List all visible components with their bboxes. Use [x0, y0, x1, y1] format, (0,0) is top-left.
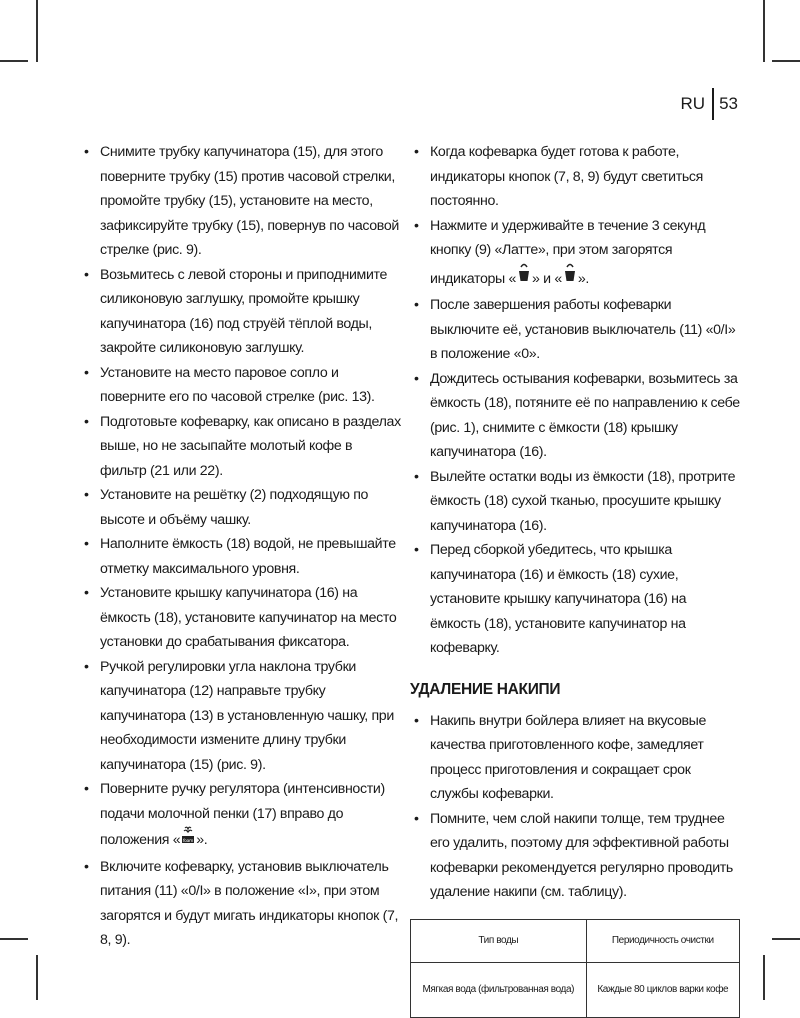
list-item: • Возьмитесь с левой стороны и приподнимите силиконовую заглушку, промойте крышку капучинатора (16) под струёй тёплой воды, закройте силиконовую заглушку. — [80, 263, 402, 361]
right-instruction-list — [410, 140, 740, 661]
table-cell: Каждые 80 циклов варки кофе — [586, 962, 739, 1017]
list-item: • Когда кофеварка будет готова к работе, индикаторы кнопок (7, 8, 9) будут светиться постоянно. — [410, 140, 740, 214]
latte-text-middle: » и « — [532, 270, 562, 287]
left-instruction-list — [80, 140, 402, 953]
list-item: • Установите на место паровое сопло и поверните его по часовой стрелке (рис. 13). — [80, 361, 402, 410]
crop-mark-tl-h — [0, 60, 28, 62]
cup-icon — [563, 263, 577, 294]
page-header — [681, 88, 738, 120]
list-item-latte — [410, 214, 740, 294]
list-item: • Установите на решётку (2) подходящую по высоте и объёму чашку. — [80, 483, 402, 532]
crop-mark-br-v — [763, 955, 765, 1000]
table-header-cell: Периодичность очистки — [586, 919, 739, 962]
svg-text:foam: foam — [183, 839, 194, 844]
list-item: • Установите крышку капучинатора (16) на ёмкость (18), установите капучинатор на место установки до срабатывания фиксатора. — [80, 581, 402, 655]
crop-mark-tr-h — [772, 60, 800, 62]
latte-text-after: ». — [577, 270, 589, 287]
list-item: • Ручкой регулировки угла наклона трубки капучинатора (12) направьте трубку капучинатора (13) в установленную чашку, при необходимости измените длину трубки капучинатора (15) (рис. 9). — [80, 655, 402, 778]
crop-mark-tr-v — [763, 0, 765, 62]
language-label: RU — [680, 94, 706, 113]
table-cell: Мягкая вода (фильтрованная вода) — [411, 962, 587, 1017]
crop-mark-bl-v — [36, 955, 38, 1000]
list-item: • Подготовьте кофеварку, как описано в разделах выше, но не засыпайте молотый кофе в фильтр (21 или 22). — [80, 410, 402, 484]
descaling-list — [410, 709, 740, 905]
crop-mark-bl-h — [0, 938, 28, 940]
foam-text-after: ». — [196, 832, 208, 848]
milk-foam-icon — [181, 826, 195, 855]
list-item: • После завершения работы кофеварки выключите её, установив выключатель (11) «0/I» в положение «0». — [410, 293, 740, 367]
table-header-row — [411, 919, 740, 962]
list-item: • Снимите трубку капучинатора (15), для этого поверните трубку (15) против часовой стрелки, промойте трубку (15), установите на место, зафиксируйте трубку (15), повернув по часовой стрелке (рис. 9). — [80, 140, 402, 263]
right-column — [410, 140, 740, 1018]
list-item-foam — [80, 777, 402, 855]
section-title-descaling: УДАЛЕНИЕ НАКИПИ — [410, 680, 561, 698]
foam-text-before: Поверните ручку регулятора (интенсивности) подачи молочной пенки (17) вправо до положения « — [100, 781, 385, 848]
crop-mark-tl-v — [36, 0, 38, 62]
list-item: • Помните, чем слой накипи толще, тем труднее его удалить, поэтому для эффективной работы кофеварки рекомендуется регулярно проводить удаление накипи (см. таблицу). — [410, 807, 740, 905]
list-item: • Наполните ёмкость (18) водой, не превышайте отметку максимального уровня. — [80, 532, 402, 581]
list-item: • Перед сборкой убедитесь, что крышка капучинатора (16) и ёмкость (18) сухие, установите крышку капучинатора (16) на ёмкость (18), установите капучинатор на кофеварку. — [410, 538, 740, 661]
crop-mark-br-h — [772, 938, 800, 940]
list-item: • Вылейте остатки воды из ёмкости (18), протрите ёмкость (18) сухой тканью, просушите крышку капучинатора (16). — [410, 465, 740, 539]
list-item: • Накипь внутри бойлера влияет на вкусовые качества приготовленного кофе, замедляет процесс приготовления и сокращает срок службы кофеварки. — [410, 709, 740, 807]
cup-icon — [517, 263, 531, 294]
header-divider — [712, 88, 714, 120]
table-row — [411, 962, 740, 1017]
descaling-table — [410, 919, 740, 1018]
table-header-cell: Тип воды — [411, 919, 587, 962]
list-item: • Дождитесь остывания кофеварки, возьмитесь за ёмкость (18), потяните её по направлению к себе (рис. 1), снимите с ёмкости (18) крышку капучинатора (16). — [410, 367, 740, 465]
page-number: 53 — [719, 94, 738, 113]
left-column — [80, 140, 402, 953]
list-item: • Включите кофеварку, установив выключатель питания (11) «0/I» в положение «I», при этом загорятся и будут мигать индикаторы кнопок (7, 8, 9). — [80, 855, 402, 953]
latte-text-before: Нажмите и удерживайте в течение 3 секунд кнопку (9) «Латте», при этом загорятся индикаторы « — [430, 217, 706, 287]
